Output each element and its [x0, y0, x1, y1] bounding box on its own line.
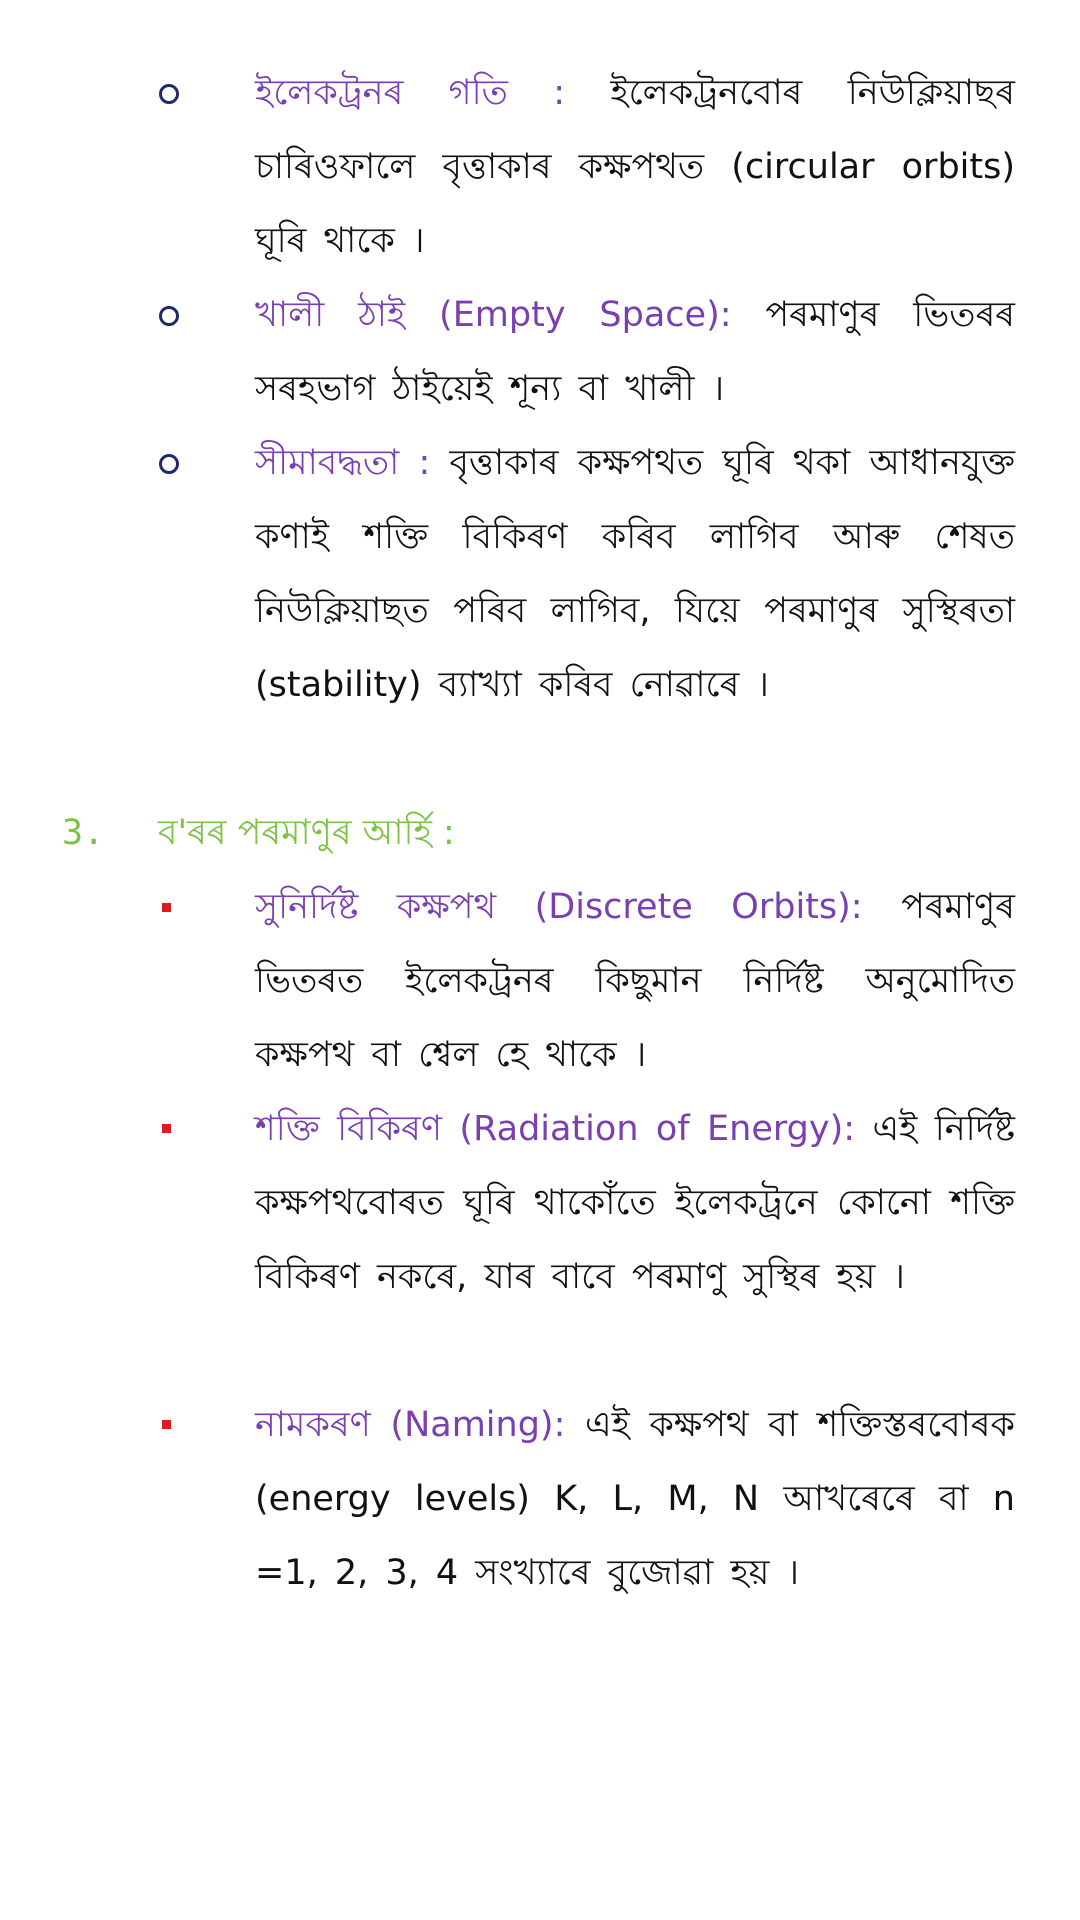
circle-bullet-icon — [159, 84, 179, 104]
sub-item-limitation — [255, 426, 1015, 722]
sub-item-body: পৰমাণুৰ ভিতৰৰ সৰহভাগ ঠাইয়েই শূন্য বা খালী । — [255, 295, 1015, 409]
point-lead: নামকৰণ (Naming): — [255, 1405, 566, 1445]
circle-bullet-icon — [159, 306, 179, 326]
point-body: এই কক্ষপথ বা শক্তিস্তৰবোৰক (energy levels) K, L, M, N আখৰেৰে বা n =1, 2, 3, 4 সংখ্যাৰে বুজোৱা হয় । — [255, 1405, 1015, 1593]
section-heading — [62, 796, 455, 870]
point-lead: শক্তি বিকিৰণ (Radiation of Energy): — [255, 1109, 856, 1149]
sub-item-lead: খালী ঠাই (Empty Space): — [255, 295, 732, 335]
sub-item-electron-motion — [255, 56, 1015, 278]
point-naming — [255, 1388, 1015, 1610]
sub-item-empty-space — [255, 278, 1015, 426]
square-bullet-icon — [162, 1124, 171, 1133]
sub-item-body: ইলেকট্ৰনবোৰ নিউক্লিয়াছৰ চাৰিওফালে বৃত্তাকাৰ কক্ষপথত (circular orbits) ঘূৰি থাকে । — [255, 73, 1015, 261]
section-number: 3. — [62, 813, 105, 853]
point-body: এই নিৰ্দিষ্ট কক্ষপথবোৰত ঘূৰি থাকোঁতে ইলেকট্ৰনে কোনো শক্তি বিকিৰণ নকৰে, যাৰ বাবে পৰমাণু সুস্থিৰ হয় । — [255, 1109, 1015, 1297]
point-body: পৰমাণুৰ ভিতৰত ইলেকট্ৰনৰ কিছুমান নিৰ্দিষ্ট অনুমোদিত কক্ষপথ বা শ্বেল হে থাকে । — [255, 887, 1015, 1075]
square-bullet-icon — [162, 903, 171, 912]
sub-item-lead: সীমাবদ্ধতা : — [255, 443, 431, 483]
circle-bullet-icon — [159, 454, 179, 474]
section-title: ব'ৰৰ পৰমাণুৰ আৰ্হি : — [158, 813, 455, 853]
point-discrete-orbits — [255, 870, 1015, 1092]
point-lead: সুনিৰ্দিষ্ট কক্ষপথ (Discrete Orbits): — [255, 887, 863, 927]
point-radiation-of-energy — [255, 1092, 1015, 1314]
sub-item-lead: ইলেকট্ৰনৰ গতি : — [255, 73, 566, 113]
sub-item-body: বৃত্তাকাৰ কক্ষপথত ঘূৰি থকা আধানযুক্ত কণাই শক্তি বিকিৰণ কৰিব লাগিব আৰু শেষত নিউক্লিয়াছত পৰিব লাগিব, যিয়ে পৰমাণুৰ সুস্থিৰতা (stability) ব্যাখ্যা কৰিব নোৱাৰে । — [255, 443, 1015, 705]
square-bullet-icon — [162, 1420, 171, 1429]
